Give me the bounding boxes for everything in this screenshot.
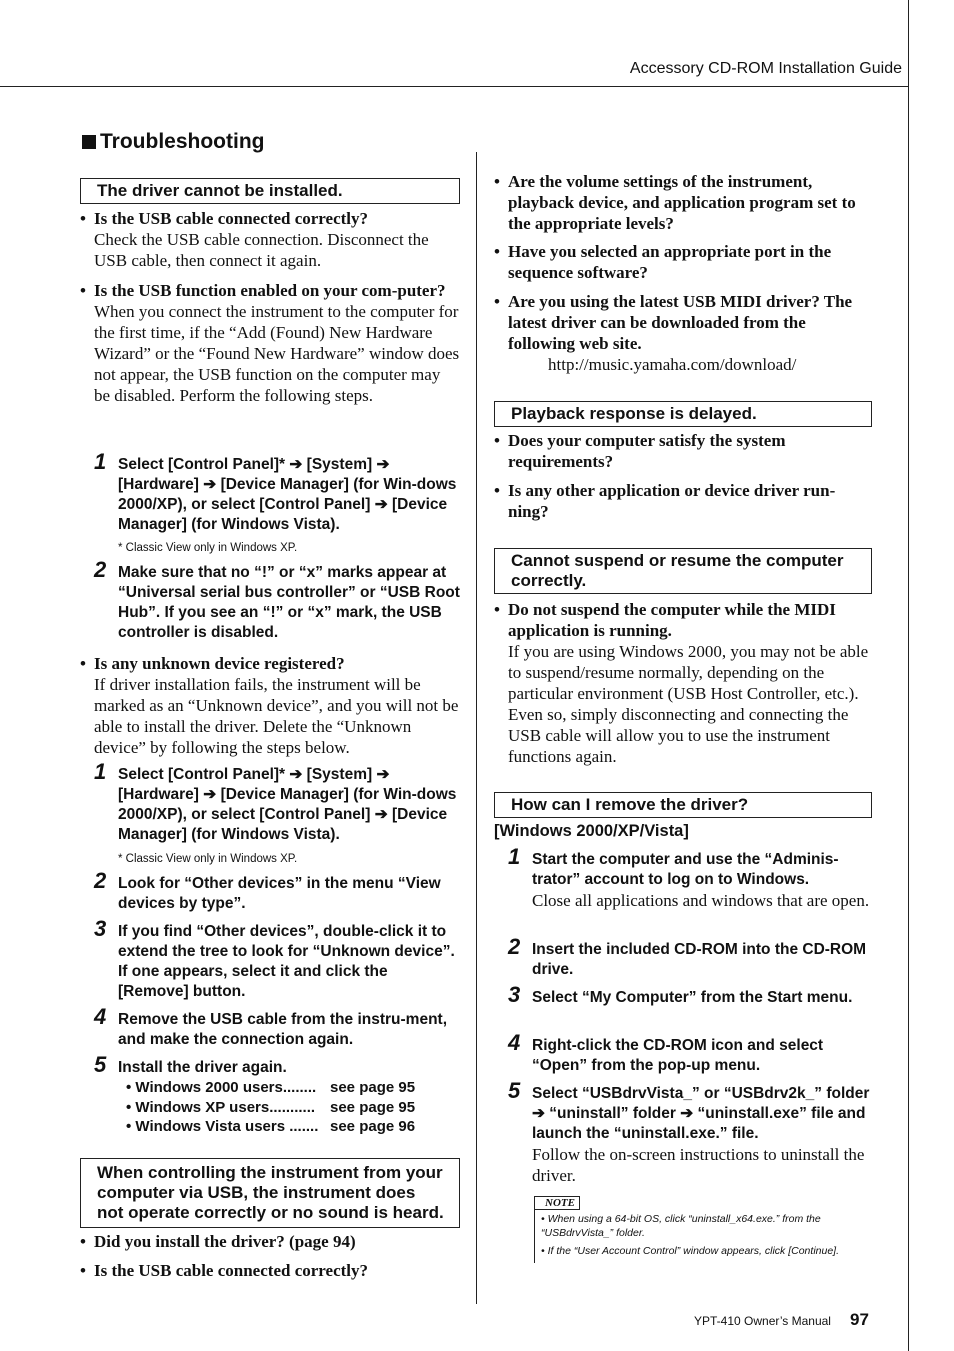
step-text: Make sure that no “!” or “x” marks appear at “Universal serial bus controller” or “USB Root Hub”. If you see an “!” or “x” mark, the USB controller is disabled. xyxy=(118,564,460,641)
note-block xyxy=(534,1196,871,1263)
note-item: • When using a 64-bit OS, click “uninstall_x64.exe.” from the “USBdrvVista_” folder. xyxy=(541,1213,821,1239)
question-text: Have you selected an appropriate port in the sequence software? xyxy=(508,242,832,282)
step-item xyxy=(508,934,872,980)
question-text: Is the USB cable connected correctly? xyxy=(94,209,368,228)
sub-item xyxy=(126,1098,415,1118)
bullet: • xyxy=(80,281,86,300)
header-title: Accessory CD-ROM Installation Guide xyxy=(629,60,902,77)
step-text: Look for “Other devices” in the menu “View devices by type”. xyxy=(118,875,441,912)
sub-ref: see page 96 xyxy=(330,1118,416,1135)
step-number: 3 xyxy=(94,916,107,941)
bullet: • xyxy=(80,654,86,673)
topic-box-playback-delayed: Playback response is delayed. xyxy=(494,401,872,427)
step-item xyxy=(508,1030,872,1076)
list-item xyxy=(80,1260,460,1281)
windows-heading: [Windows 2000/XP/Vista] xyxy=(494,822,689,840)
bullet: • xyxy=(80,1261,86,1280)
sub-label: • Windows Vista users ....... xyxy=(126,1118,319,1135)
sub-ref: see page 95 xyxy=(330,1079,416,1096)
bullet: • xyxy=(494,292,500,311)
sub-item xyxy=(126,1078,415,1098)
page-edge-rule xyxy=(908,0,909,1351)
topic-box-remove-driver: How can I remove the driver? xyxy=(494,792,872,818)
step-number: 5 xyxy=(508,1078,521,1103)
answer-text: When you connect the instrument to the computer for the first time, if the “Add (Found) New Hardware Wizard” or the “Found New Hardware” window does not appear, the USB function on the computer may be disabled. Perform the following steps. xyxy=(94,302,460,405)
question-text: Is any unknown device registered? xyxy=(94,654,345,673)
sub-item xyxy=(126,1117,415,1137)
page-number: 97 xyxy=(850,1310,869,1329)
step-text: Select [Control Panel]* ➔ [System] ➔ [Hardware] ➔ [Device Manager] (for Win-dows 2000/XP), or select [Control Panel] ➔ [Device Manager] (for Windows Vista). xyxy=(118,766,457,843)
step-number: 3 xyxy=(508,982,521,1007)
step-text: Insert the included CD-ROM into the CD-ROM drive. xyxy=(532,941,867,978)
bullet: • xyxy=(494,600,500,619)
step-number: 4 xyxy=(94,1004,107,1029)
bullet: • xyxy=(80,1232,86,1251)
bullet: • xyxy=(494,431,500,450)
question-text: Do not suspend the computer while the MIDI application is running. xyxy=(508,600,836,640)
step-item xyxy=(94,449,460,535)
question-text: Did you install the driver? (page 94) xyxy=(94,1232,356,1251)
bullet: • xyxy=(80,209,86,228)
list-item xyxy=(494,480,872,522)
step-item xyxy=(508,1078,872,1186)
bullet: • xyxy=(494,242,500,261)
note-item: • If the “User Account Control” window appears, click [Continue]. xyxy=(541,1245,839,1257)
question-text: Does your computer satisfy the system requirements? xyxy=(508,431,786,471)
question-text: Is any other application or device driver run-ning? xyxy=(508,481,836,521)
answer-text: If driver installation fails, the instrument will be marked as an “Unknown device”, and you will not be able to install the driver. Delete the “Unknown device” by following the steps below. xyxy=(94,675,459,757)
step-text: Remove the USB cable from the instru-ment, and make the connection again. xyxy=(118,1011,448,1048)
topic-box-usb-no-sound: When controlling the instrument from your computer via USB, the instrument does not operate correctly or no sound is heard. xyxy=(80,1158,460,1228)
step-item xyxy=(94,868,460,914)
question-text: Is the USB function enabled on your com-puter? xyxy=(94,281,446,300)
step-item xyxy=(94,1004,460,1050)
step-text: Select [Control Panel]* ➔ [System] ➔ [Hardware] ➔ [Device Manager] (for Win-dows 2000/XP), or select [Control Panel] ➔ [Device Manager] (for Windows Vista). xyxy=(118,456,457,533)
list-item xyxy=(80,1231,460,1252)
list-item xyxy=(494,241,872,283)
step-number: 2 xyxy=(94,557,107,582)
step-text: Start the computer and use the “Adminis-trator” account to log on to Windows. xyxy=(532,851,839,888)
topic-box-suspend-resume: Cannot suspend or resume the computer correctly. xyxy=(494,548,872,594)
bullet: • xyxy=(494,481,500,500)
step-text: Right-click the CD-ROM icon and select “Open” from the pop-up menu. xyxy=(532,1037,824,1074)
question-text: Are you using the latest USB MIDI driver? The latest driver can be downloaded from the following web site. xyxy=(508,292,853,353)
list-item xyxy=(494,430,872,472)
step-number: 2 xyxy=(94,868,107,893)
answer-text: Check the USB cable connection. Disconnect the USB cable, then connect it again. xyxy=(94,230,429,270)
step-number: 1 xyxy=(94,759,107,784)
step-item xyxy=(508,982,872,1008)
step-item xyxy=(94,1052,460,1078)
step-text: Install the driver again. xyxy=(118,1059,287,1076)
topic-box-driver-not-installed: The driver cannot be installed. xyxy=(80,178,460,204)
step-item xyxy=(94,916,460,1002)
step-item xyxy=(508,844,872,911)
step-number: 4 xyxy=(508,1030,521,1055)
question-text: Are the volume settings of the instrument, playback device, and application program set to the appropriate levels? xyxy=(508,172,856,233)
list-item xyxy=(80,280,460,406)
step-text: If you find “Other devices”, double-click it to extend the tree to look for “Unknown device”. If one appears, select it and click the [Remove] button. xyxy=(118,923,455,1000)
list-item xyxy=(494,171,872,234)
download-url[interactable]: http://music.yamaha.com/download/ xyxy=(548,355,797,374)
footer-manual-title: YPT-410 Owner’s Manual xyxy=(694,1314,831,1328)
section-title xyxy=(82,130,264,154)
square-bullet-icon xyxy=(82,135,96,149)
answer-text: If you are using Windows 2000, you may not be able to suspend/resume normally, depending on the particular environment (USB Host Controller, etc.). Even so, simply disconnecting and connecting the USB cable will allow you to use the instrument functions again. xyxy=(508,642,869,766)
step-number: 2 xyxy=(508,934,521,959)
step-note-text: Follow the on-screen instructions to uninstall the driver. xyxy=(532,1145,865,1185)
section-title-text: Troubleshooting xyxy=(100,130,265,153)
footnote: * Classic View only in Windows XP. xyxy=(118,542,298,554)
step-text: Select “My Computer” from the Start menu. xyxy=(532,989,853,1006)
step-item xyxy=(94,557,460,643)
question-text: Is the USB cable connected correctly? xyxy=(94,1261,368,1280)
list-item xyxy=(494,599,872,767)
list-item xyxy=(80,208,460,271)
list-item xyxy=(494,291,872,354)
footnote: * Classic View only in Windows XP. xyxy=(118,853,298,865)
sub-ref: see page 95 xyxy=(330,1099,416,1116)
sub-label: • Windows XP users........... xyxy=(126,1099,316,1116)
list-item xyxy=(80,653,460,758)
sub-label: • Windows 2000 users........ xyxy=(126,1079,317,1096)
step-text: Select “USBdrvVista_” or “USBdrv2k_” folder ➔ “uninstall” folder ➔ “uninstall.exe” file and launch the “uninstall.exe.” file. xyxy=(532,1085,870,1142)
column-divider xyxy=(476,152,477,1304)
step-number: 5 xyxy=(94,1052,107,1077)
header-rule xyxy=(0,86,908,87)
step-note-text: Close all applications and windows that are open. xyxy=(532,891,870,910)
note-tag: NOTE xyxy=(535,1196,580,1210)
step-number: 1 xyxy=(508,844,521,869)
step-number: 1 xyxy=(94,449,107,474)
step-item xyxy=(94,759,460,845)
bullet: • xyxy=(494,172,500,191)
